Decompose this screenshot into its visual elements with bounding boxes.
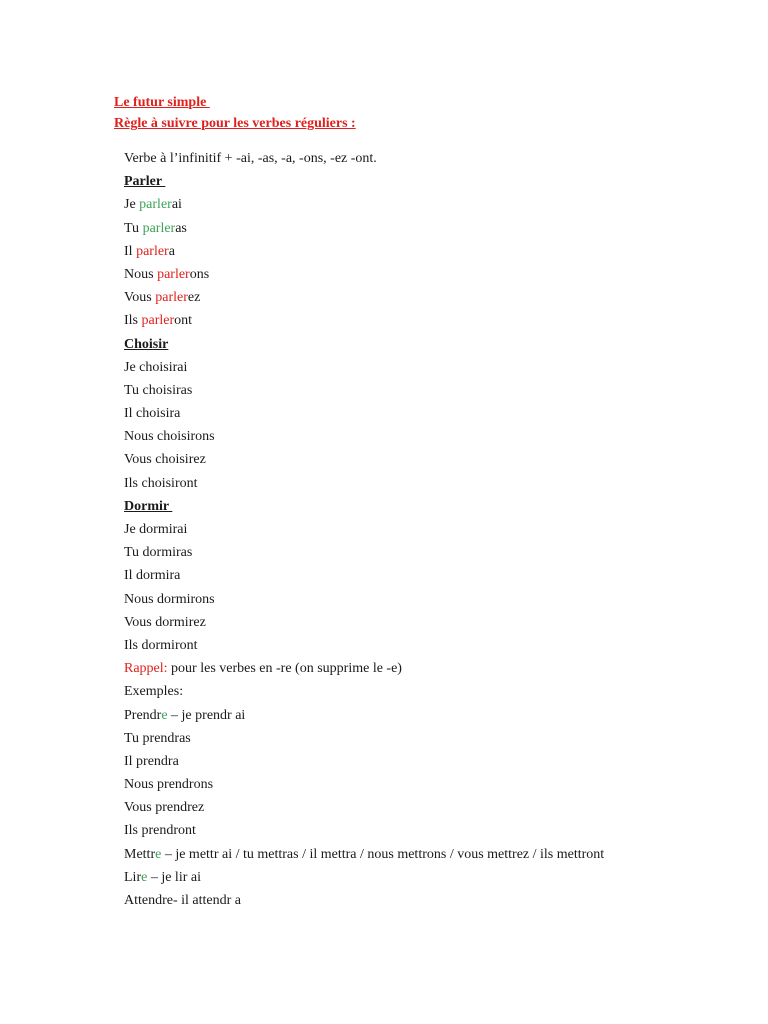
stem: parler bbox=[141, 313, 175, 329]
conjugation-line: Ils dormiront bbox=[124, 637, 198, 653]
pronoun: Vous bbox=[124, 290, 156, 306]
conjugation-line: Nous dormirons bbox=[124, 591, 215, 607]
ending: ons bbox=[189, 266, 210, 282]
example-mettre bbox=[124, 843, 604, 866]
reminder-text: pour les verbes en -re (on supprime le -e) bbox=[167, 661, 402, 677]
conjugation-line: Vous prendrez bbox=[124, 800, 205, 816]
conjugation-line bbox=[124, 309, 604, 332]
example-rest: – je mettr ai / tu mettras / il mettra / nous mettrons / vous mettrez / ils mettront bbox=[161, 846, 605, 862]
pronoun: Je bbox=[124, 197, 140, 213]
conjugation-line bbox=[124, 286, 604, 309]
conjugation-line: Ils prendront bbox=[124, 823, 196, 839]
pronoun: Tu bbox=[124, 220, 143, 236]
verb-title-choisir bbox=[124, 333, 604, 356]
stem: parler bbox=[139, 197, 172, 213]
example-rest: – je prendr ai bbox=[167, 707, 246, 723]
examples-label: Exemples: bbox=[124, 684, 184, 700]
stem: Prendr bbox=[124, 707, 162, 723]
ending: a bbox=[168, 243, 175, 259]
example-lire bbox=[124, 866, 604, 889]
example-prendre bbox=[124, 704, 604, 727]
rule-formula: Verbe à l’infinitif + -ai, -as, -a, -ons, -ez -ont. bbox=[124, 151, 377, 166]
rule-heading: Règle à suivre pour les verbes réguliers : bbox=[114, 116, 356, 131]
conjugation-line: Vous choisirez bbox=[124, 452, 206, 468]
example-rest: – je lir ai bbox=[147, 869, 201, 885]
pronoun: Il bbox=[124, 243, 137, 259]
stem: Mettr bbox=[124, 846, 156, 862]
ending: ai bbox=[171, 197, 182, 213]
conjugation-line: Il dormira bbox=[124, 568, 181, 584]
verb-title-text: Dormir bbox=[124, 498, 173, 514]
conjugation-line: Tu prendras bbox=[124, 730, 191, 746]
reminder-label: Rappel: bbox=[124, 661, 168, 677]
pronoun: Nous bbox=[124, 266, 158, 282]
pronoun: Ils bbox=[124, 313, 142, 329]
document-body bbox=[124, 147, 604, 912]
conjugation-line: Nous choisirons bbox=[124, 429, 215, 445]
reminder-line bbox=[124, 657, 604, 680]
conjugation-line: Tu dormiras bbox=[124, 545, 193, 561]
conjugation-line bbox=[124, 217, 604, 240]
stem: Lir bbox=[124, 869, 142, 885]
conjugation-line: Vous dormirez bbox=[124, 614, 206, 630]
conjugation-line: Il choisira bbox=[124, 406, 181, 422]
conjugation-line bbox=[124, 263, 604, 286]
conjugation-line: Je choisirai bbox=[124, 359, 188, 375]
stem: parler bbox=[142, 220, 176, 236]
stem: parler bbox=[136, 243, 169, 259]
verb-title-dormir bbox=[124, 495, 604, 518]
conjugation-line: Ils choisiront bbox=[124, 475, 198, 491]
removed-letter: e bbox=[141, 869, 148, 885]
conjugation-line: Tu choisiras bbox=[124, 382, 193, 398]
removed-letter: e bbox=[161, 707, 168, 723]
verb-title-text: Choisir bbox=[124, 336, 169, 352]
conjugation-line: Il prendra bbox=[124, 753, 179, 769]
ending: ont bbox=[174, 313, 193, 329]
conjugation-line bbox=[124, 193, 604, 216]
conjugation-line bbox=[124, 240, 604, 263]
ending: as bbox=[175, 220, 187, 236]
stem: parler bbox=[157, 266, 190, 282]
stem: parler bbox=[155, 290, 188, 306]
conjugation-line: Nous prendrons bbox=[124, 777, 214, 793]
ending: ez bbox=[187, 290, 201, 306]
removed-letter: e bbox=[155, 846, 162, 862]
verb-title-text: Parler bbox=[124, 174, 166, 190]
conjugation-line: Je dormirai bbox=[124, 522, 188, 537]
example-attendre: Attendre- il attendr a bbox=[124, 893, 242, 908]
page-title: Le futur simple bbox=[114, 95, 210, 110]
verb-title-parler bbox=[124, 170, 604, 193]
